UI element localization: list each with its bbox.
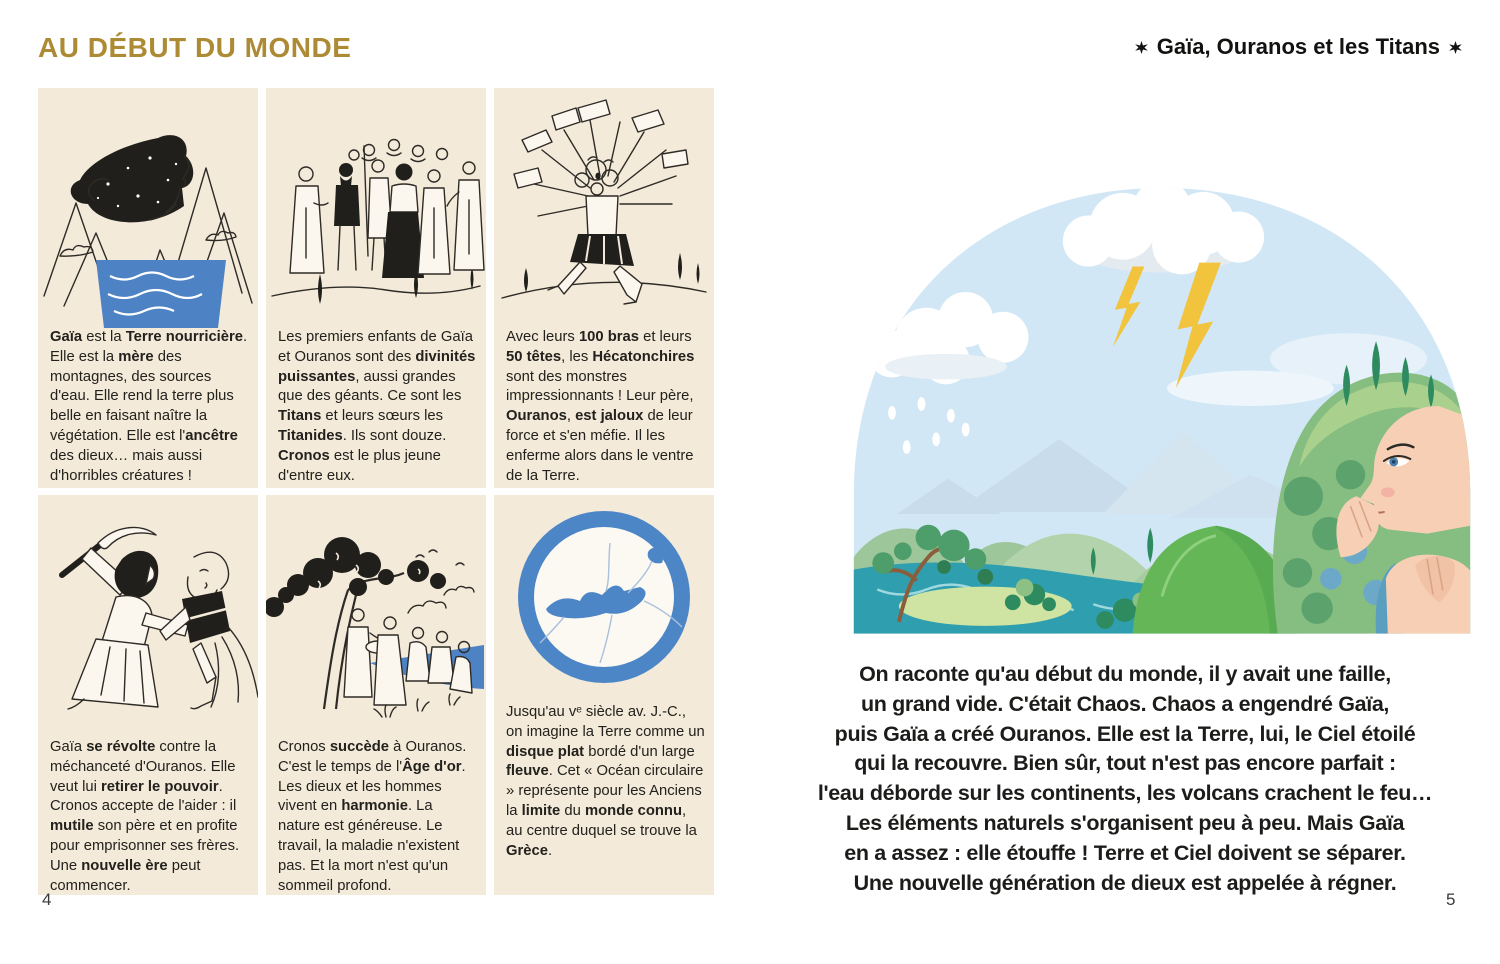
story-line: qui la recouvre. Bien sûr, tout n'est pas encore parfait : xyxy=(854,751,1396,776)
panel-text: Avec leurs 100 bras et leurs 50 têtes, les Hécatonchires sont des monstres impressionnants ! Leur père, Ouranos, est jaloux de leur force et s'en méfie. Il les enferme alors dans le ventre de la Terre. xyxy=(506,329,695,484)
story-line: On raconte qu'au début du monde, il y avait une faille, xyxy=(859,662,1391,686)
hecatonchires-illustration xyxy=(494,88,714,328)
age-d-or-illustration xyxy=(266,495,486,738)
page-title: AU DÉBUT DU MONDE xyxy=(38,32,352,63)
panel-disque xyxy=(494,495,714,895)
story-line: Les éléments naturels s'organisent peu à peu. Mais Gaïa xyxy=(845,810,1405,835)
story-line: puis Gaïa a créé Ouranos. Elle est la Terre, lui, le Ciel étoilé xyxy=(834,721,1416,746)
story-line: Une nouvelle génération de dieux est appelée à régner. xyxy=(853,870,1397,895)
panel-hecatonchires xyxy=(494,88,714,488)
star-icon xyxy=(1135,41,1148,54)
cronos-ouranos-illustration xyxy=(38,495,258,738)
chapter-title: Gaïa, Ouranos et les Titans xyxy=(1156,34,1440,59)
gaia-landscape-illustration xyxy=(838,172,1486,634)
page-number-right: 5 xyxy=(1446,890,1456,909)
panel-text: Cronos succède à Ouranos. C'est le temps de l'Âge d'or. Les dieux et les hommes vivent en harmonie. La nature est généreuse. Le travail, la maladie n'existent pas. Et la mort n'est qu'un sommeil profond. xyxy=(278,739,467,894)
panel-cronos-ouranos xyxy=(38,495,258,895)
panel-gaia xyxy=(38,88,258,488)
panel-titans xyxy=(266,88,486,488)
story-paragraph xyxy=(768,660,1482,898)
panel-age-d-or xyxy=(266,495,486,895)
panel-text: Gaïa est la Terre nourricière. Elle est la mère des montagnes, des sources d'eau. Elle rend la terre plus belle en faisant naître la végétation. Elle est l'ancêtre des dieux… mais aussi d'horribles créatures ! xyxy=(50,329,248,484)
titans-illustration xyxy=(266,88,486,328)
panel-text: Gaïa se révolte contre la méchanceté d'Ouranos. Elle veut lui retirer le pouvoir. Cronos accepte de l'aider : il mutile son père et en profite pour emprisonner ses frères. Une nouvelle ère peut commencer. xyxy=(50,739,240,894)
page-number-left: 4 xyxy=(42,890,52,909)
story-line: un grand vide. C'était Chaos. Chaos a engendré Gaïa, xyxy=(860,691,1390,716)
story-line: en a assez : elle étouffe ! Terre et Ciel doivent se séparer. xyxy=(844,840,1406,865)
panel-text: Les premiers enfants de Gaïa et Ouranos sont des divinités puissantes, aussi grandes que des géants. Ce sont les Titans et leurs sœurs les Titanides. Ils sont douze. Cronos est le plus jeune d'entre eux. xyxy=(278,329,476,484)
panel-text: Jusqu'au vᵉ siècle av. J.-C., on imagine la Terre comme un disque plat bordé d'un large fleuve. Cet « Océan circulaire » représente pour les Anciens la limite du monde connu, au centre duquel se trouve la Grèce. xyxy=(506,704,705,859)
star-icon xyxy=(1449,41,1462,54)
gaia-illustration xyxy=(38,88,258,328)
panel-grid xyxy=(38,88,714,895)
world-disc-illustration xyxy=(494,495,714,703)
right-page xyxy=(750,0,1500,964)
story-line: l'eau déborde sur les continents, les volcans crachent le feu… xyxy=(817,781,1433,806)
chapter-header xyxy=(1135,34,1462,60)
